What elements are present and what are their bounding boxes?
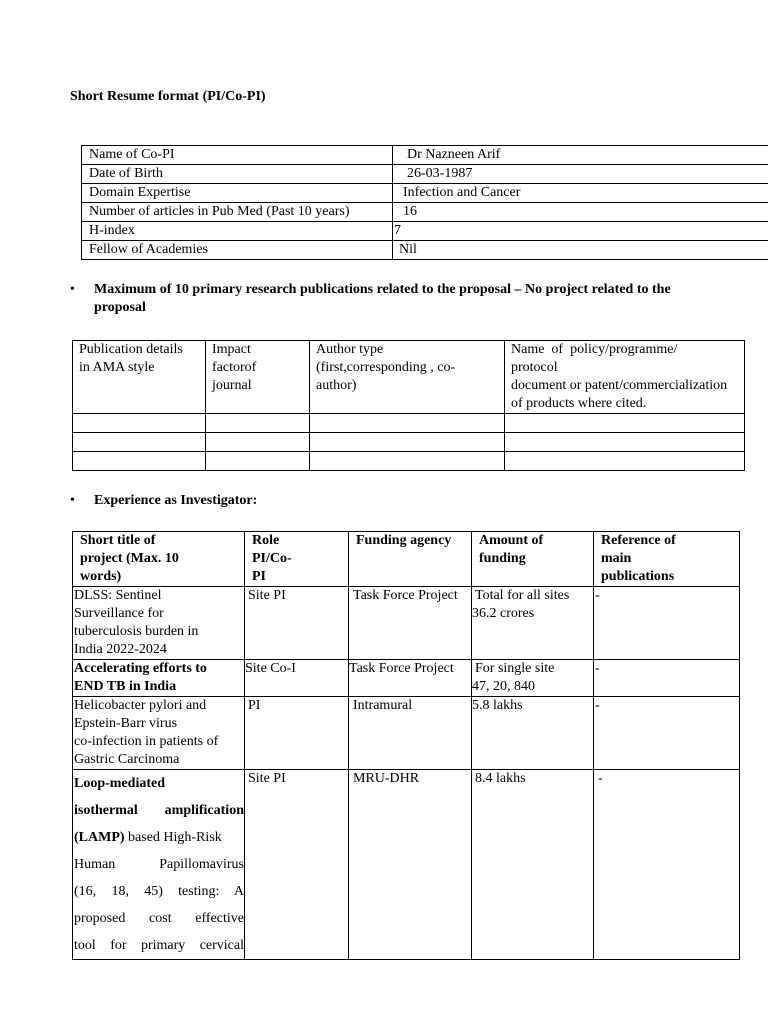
role-cell: Site PI: [245, 587, 349, 660]
experience-bullet: [70, 493, 470, 513]
header-cell: Reference of main publications: [594, 532, 740, 587]
bullet-text: Experience as Investigator:: [94, 493, 258, 508]
agency-cell: Task Force Project: [349, 587, 472, 660]
table-row: [73, 660, 740, 697]
reference-cell: -: [594, 770, 740, 960]
info-value: 26-03-1987: [393, 165, 768, 184]
project-title-cell: Helicobacter pylori and Epstein-Barr virus co-infection in patients of Gastric Carcinoma: [73, 697, 245, 770]
table-row: [73, 414, 745, 433]
amount-cell: 8.4 lakhs: [472, 770, 594, 960]
info-value: Dr Nazneen Arif: [393, 146, 768, 165]
info-value: Nil: [393, 241, 768, 260]
header-cell: Short title of project (Max. 10 words): [73, 532, 245, 587]
role-cell: Site Co-I: [245, 660, 349, 697]
table-row: [82, 184, 768, 203]
project-title-cell: DLSS: Sentinel Surveillance for tuberculosis burden in India 2022-2024: [73, 587, 245, 660]
info-label: H-index: [82, 222, 393, 241]
amount-cell: 5.8 lakhs: [472, 697, 594, 770]
info-label: Name of Co-PI: [82, 146, 393, 165]
header-cell: Name of policy/programme/ protocol document or patent/commercialization of products where cited.: [505, 341, 745, 414]
table-row: [82, 203, 768, 222]
bullet-text: Maximum of 10 primary research publications related to the proposal – No project related to the: [94, 282, 671, 297]
header-cell: Impact factorof journal: [206, 341, 310, 414]
table-row: [73, 770, 740, 960]
reference-cell: -: [594, 660, 740, 697]
header-cell: Role PI/Co- PI: [245, 532, 349, 587]
amount-cell: Total for all sites 36.2 crores: [472, 587, 594, 660]
publications-table: [72, 340, 745, 471]
table-header-row: [73, 341, 745, 414]
role-cell: PI: [245, 697, 349, 770]
reference-cell: -: [594, 697, 740, 770]
bullet-icon: •: [70, 282, 75, 297]
agency-cell: Task Force Project: [349, 660, 472, 697]
header-cell: Amount of funding: [472, 532, 594, 587]
header-cell: Funding agency: [349, 532, 472, 587]
reference-cell: -: [594, 587, 740, 660]
info-value: 7: [393, 222, 768, 241]
table-row: [73, 433, 745, 452]
table-row: [73, 452, 745, 471]
info-value: Infection and Cancer: [393, 184, 768, 203]
project-title-cell: Loop-mediated isothermal amplification (LAMP) based High-Risk Human Papillomavirus (16, 18, 45) testing: A proposed cost effective tool for primary cervical: [73, 770, 245, 960]
info-label: Date of Birth: [82, 165, 393, 184]
header-cell: Author type (first,corresponding , co- author): [310, 341, 505, 414]
info-label: Number of articles in Pub Med (Past 10 years): [82, 203, 393, 222]
agency-cell: Intramural: [349, 697, 472, 770]
project-title-cell: Accelerating efforts to END TB in India: [73, 660, 245, 697]
agency-cell: MRU-DHR: [349, 770, 472, 960]
table-row: [82, 241, 768, 260]
table-row: [73, 587, 740, 660]
experience-table: [72, 531, 740, 960]
info-label: Domain Expertise: [82, 184, 393, 203]
table-header-row: [73, 532, 740, 587]
header-cell: Publication details in AMA style: [73, 341, 206, 414]
table-row: [82, 146, 768, 165]
publications-bullet: [70, 282, 750, 322]
bullet-icon: •: [70, 493, 75, 508]
table-row: [73, 697, 740, 770]
info-value: 16: [393, 203, 768, 222]
bullet-text: proposal: [94, 300, 146, 315]
info-label: Fellow of Academies: [82, 241, 393, 260]
page-title: Short Resume format (PI/Co-PI): [70, 89, 266, 104]
table-row: [82, 165, 768, 184]
table-row: [82, 222, 768, 241]
amount-cell: For single site 47, 20, 840: [472, 660, 594, 697]
role-cell: Site PI: [245, 770, 349, 960]
co-pi-info-table: [81, 145, 768, 260]
